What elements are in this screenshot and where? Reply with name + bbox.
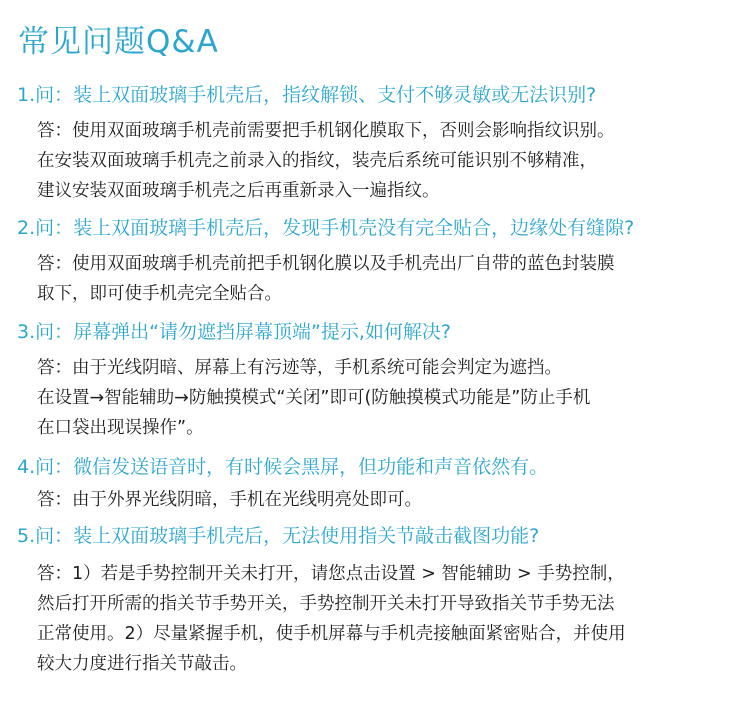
question-text: 2.问：装上双面玻璃手机壳后，发现手机壳没有完全贴合，边缘处有缝隙? <box>17 217 635 239</box>
question-text: 3.问：屏幕弹出“请勿遮挡屏幕顶端”提示,如何解决? <box>17 321 451 343</box>
answer-line: 答：由于外界光线阴暗，手机在光线明亮处即可。 <box>37 490 422 510</box>
answer-line: 然后打开所需的指关节手势开关，手势控制开关未打开导致指关节手势无法 <box>37 594 615 614</box>
answer-block <box>37 116 727 206</box>
answer-block <box>37 559 727 679</box>
answer-line: 建议安装双面玻璃手机壳之后再重新录入一遍指纹。 <box>37 181 440 201</box>
question-text: 4.问：微信发送语音时，有时候会黑屏，但功能和声音依然有。 <box>17 456 549 478</box>
answer-block <box>37 249 727 309</box>
answer-line: 正常使用。2）尽量紧握手机，使手机屏幕与手机壳接触面紧密贴合，并使用 <box>37 624 626 644</box>
question-text: 1.问：装上双面玻璃手机壳后，指纹解锁、支付不够灵敏或无法识别? <box>17 84 597 106</box>
answer-block <box>37 485 727 515</box>
answer-line: 在口袋出现误操作”。 <box>37 418 204 438</box>
answer-line: 答：1）若是手势控制开关未打开，请您点击设置 > 智能辅助 > 手势控制， <box>37 564 625 584</box>
page-title: 常见问题Q&A <box>18 24 219 60</box>
answer-line: 较大力度进行指关节敲击。 <box>37 654 247 674</box>
answer-line: 答：使用双面玻璃手机壳前把手机钢化膜以及手机壳出厂自带的蓝色封装膜 <box>37 254 615 274</box>
answer-line: 在安装双面玻璃手机壳之前录入的指纹，装壳后系统可能识别不够精准， <box>37 151 597 171</box>
answer-block <box>37 353 727 443</box>
answer-line: 在设置→智能辅助→防触摸模式“关闭”即可(防触摸模式功能是”防止手机 <box>37 388 591 408</box>
answer-line: 取下，即可使手机壳完全贴合。 <box>37 284 282 304</box>
answer-line: 答：由于光线阴暗、屏幕上有污迹等，手机系统可能会判定为遮挡。 <box>37 358 562 378</box>
question-text: 5.问：装上双面玻璃手机壳后，无法使用指关节敲击截图功能? <box>17 525 540 547</box>
answer-line: 答：使用双面玻璃手机壳前需要把手机钢化膜取下，否则会影响指纹识别。 <box>37 121 615 141</box>
